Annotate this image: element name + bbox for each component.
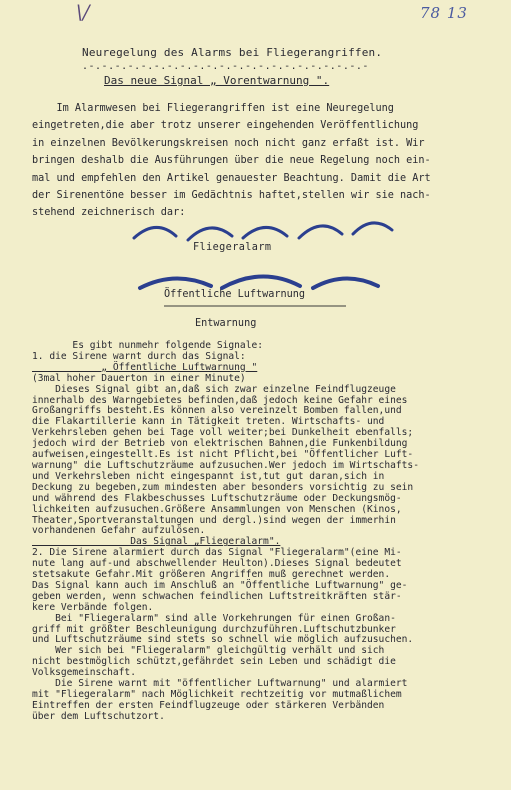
text-line: aufweisen,eingestellt.Es ist nicht Pflicht,bei "Öffentlicher Luft-: [32, 449, 414, 461]
text-line: mal und empfehlen den Artikel genauester Beachtung. Damit die Art: [32, 172, 431, 184]
text-line: bringen deshalb die Ausführungen über die neue Regelung noch ein-: [32, 155, 431, 167]
text-line: „ Öffentliche Luftwarnung ": [32, 361, 258, 373]
body-text: [32, 341, 508, 723]
text-line: griff mit größter Beschleunigung durchzuführen.Luftschutzbunker: [32, 623, 396, 635]
text-line: warnung" die Luftschutzräume aufzusuchen.Wer jedoch im Wirtschafts-: [32, 459, 419, 471]
text-line: Deckung zu begeben,zum mindesten aber besonders vorsichtig zu sein: [32, 481, 414, 493]
text-line: über dem Luftschutzort.: [32, 710, 165, 722]
text-line: Eintreffen der ersten Feindflugzeuge oder stärkeren Verbänden: [32, 699, 385, 711]
text-line: 1. die Sirene warnt durch das Signal:: [32, 350, 246, 362]
text-line: Dieses Signal gibt an,daß sich zwar einzelne Feindflugzeuge: [32, 383, 396, 395]
text-line: Es gibt nunmehr folgende Signale:: [32, 340, 264, 351]
text-line: Das Signal „Fliegeralarm".: [32, 536, 281, 548]
text-line: Volksgemeinschaft.: [32, 667, 136, 679]
label-fliegeralarm: Fliegeralarm: [193, 242, 272, 253]
text-line: die Flakartillerie kann in Tätigkeit treten. Wirtschafts- und: [32, 416, 385, 428]
text-line: nicht bestmöglich schützt,gefährdet sein Leben und schädigt die: [32, 656, 396, 668]
text-line: und Verkehrsleben nicht eingespannt ist,tut gut daran,sich in: [32, 470, 385, 482]
luftwarnung-wave: [140, 276, 378, 288]
text-line: eingetreten,die aber trotz unserer eingehenden Veröffentlichung: [32, 120, 419, 132]
text-line: innerhalb des Warngebietes befinden,daß jedoch keine Gefahr eines: [32, 394, 408, 406]
title-rule: .-.-.-.-.-.-.-.-.-.-.-.-.-.-.-.-.-.-.-.-.-.-: [82, 61, 369, 72]
text-line: lichkeiten aufzusuchen.Größere Ansammlungen von Menschen (Kinos,: [32, 503, 402, 515]
text-line: (3mal hoher Dauerton in einer Minute): [32, 372, 246, 384]
text-line: und Luftschutzräume sind stets so schnell wie möglich aufzusuchen.: [32, 634, 414, 646]
document-subtitle: Das neue Signal „ Vorentwarnung ".: [104, 74, 330, 87]
handwritten-mark-right: 78 13: [420, 4, 468, 22]
label-oeffentliche-luftwarnung: Öffentliche Luftwarnung: [164, 289, 306, 300]
text-line: kere Verbände folgen.: [32, 601, 154, 613]
text-line: Wer sich bei "Fliegeralarm" gleichgültig verhält und sich: [32, 645, 385, 657]
text-line: Theater,Sportveranstaltungen und dergl.)sind wegen der immerhin: [32, 514, 396, 526]
text-line: Das Signal kann auch im Anschluß an "Öffentliche Luftwarnung" ge-: [32, 579, 408, 591]
text-line: stehend zeichnerisch dar:: [32, 207, 186, 219]
text-line: vorhandenen Gefahr aufzulösen.: [32, 525, 206, 537]
text-line: und während des Flakbeschusses Luftschutzräume oder Deckungsmög-: [32, 492, 402, 504]
text-line: nute lang auf-und abschwellender Heulton).Dieses Signal bedeutet: [32, 558, 402, 570]
fliegeralarm-wave: [134, 223, 392, 240]
label-entwarnung: Entwarnung: [195, 318, 257, 329]
text-line: Im Alarmwesen bei Fliegerangriffen ist eine Neuregelung: [32, 103, 394, 114]
text-line: Bei "Fliegeralarm" sind alle Vorkehrungen für einen Großan-: [32, 612, 396, 624]
text-line: Die Sirene warnt mit "öffentlicher Luftwarnung" und alarmiert: [32, 678, 408, 690]
text-line: der Sirenentöne besser im Gedächtnis haftet,stellen wir sie nach-: [32, 190, 431, 202]
text-line: mit "Fliegeralarm" nach Möglichkeit rechtzeitig vor mutmaßlichem: [32, 689, 402, 700]
text-line: in einzelnen Bevölkerungskreisen noch nicht ganz erfaßt ist. Wir: [32, 137, 425, 149]
text-line: jedoch wird der Betrieb von elektrischen Bahnen,die Funkenbildung: [32, 438, 408, 450]
text-line: geben werden, wenn schwachen feindlichen Luftstreitkräften stär-: [32, 590, 402, 602]
document-title: Neuregelung des Alarms bei Fliegerangriffen.: [82, 46, 383, 59]
handwritten-mark-left: \/: [76, 0, 90, 24]
text-line: stetsakute Gefahr.Mit größeren Angriffen muß gerechnet werden.: [32, 569, 391, 581]
text-line: Großangriffs besteht.Es können also vereinzelt Bomben fallen,und: [32, 405, 402, 417]
text-line: 2. Die Sirene alarmiert durch das Signal "Fliegeralarm"(eine Mi-: [32, 547, 402, 559]
text-line: Verkehrsleben gehen bei Tage voll weiter;bei Dunkelheit ebenfalls;: [32, 427, 414, 439]
